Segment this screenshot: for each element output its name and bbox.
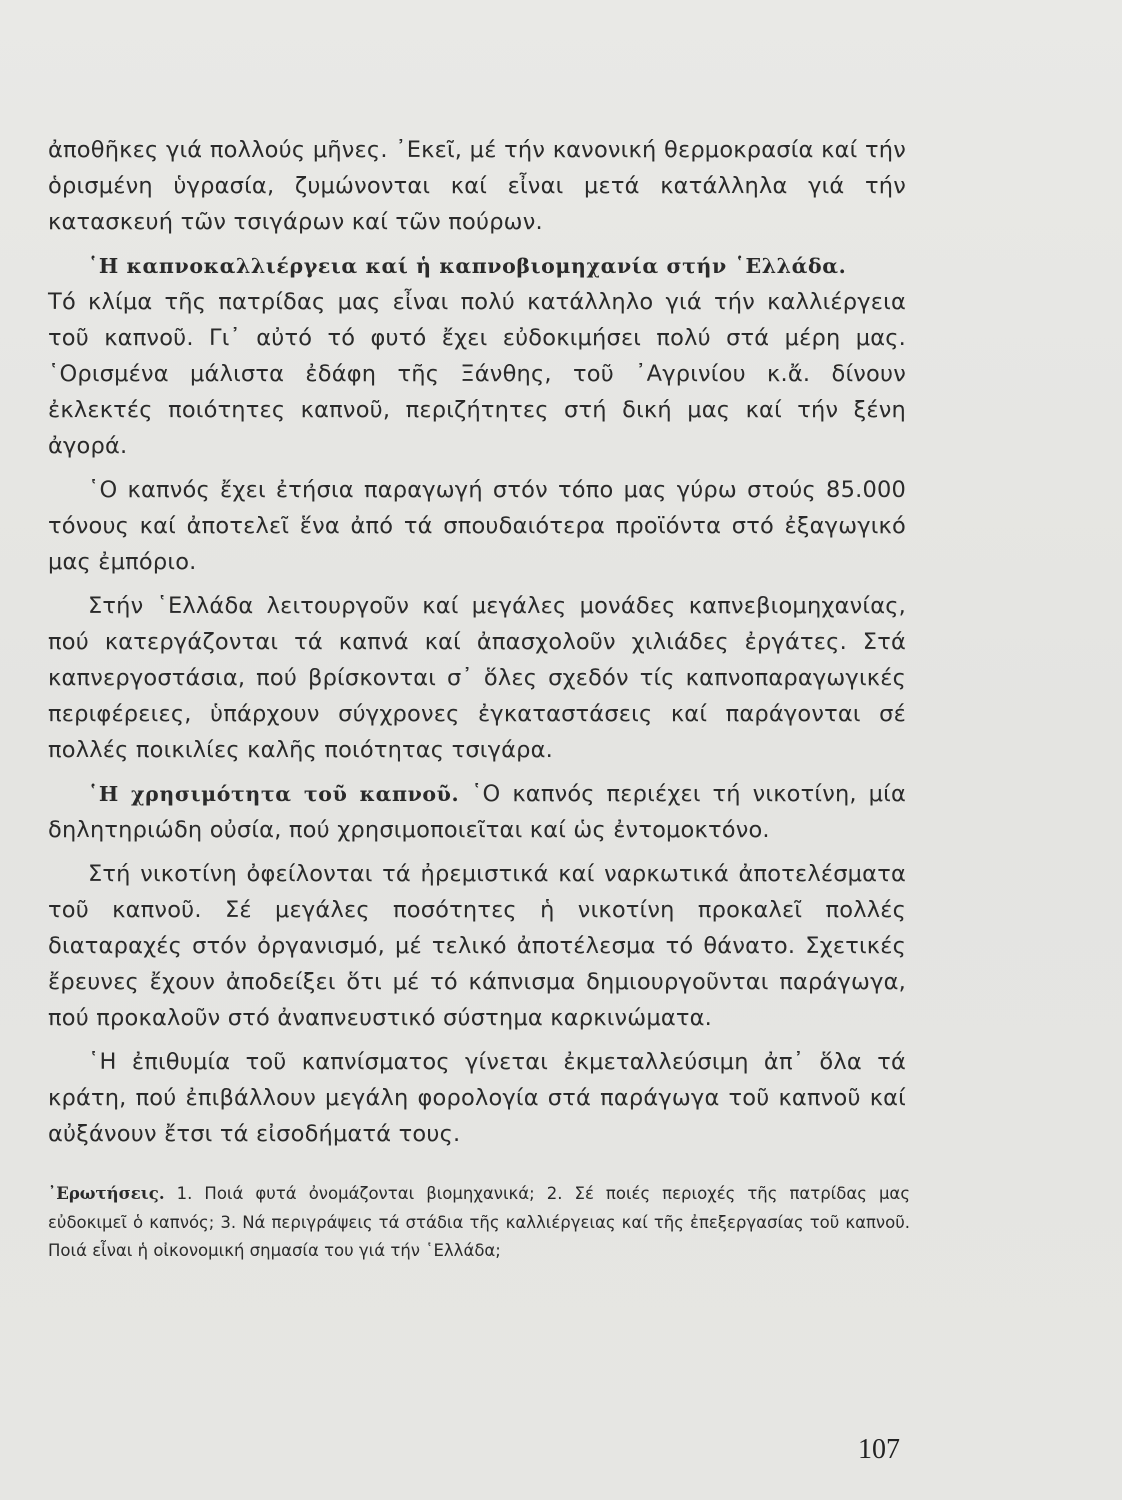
paragraph-climate: Τό κλίμα τῆς πατρίδας μας εἶναι πολύ κατάλληλο γιά τήν καλλιέργεια τοῦ καπνοῦ. Γι᾿ αὐτό τό φυτό ἔχει εὐδοκιμήσει πολύ στά μέρη μας. ῾Ορισμένα μάλιστα ἐδάφη τῆς Ξάνθης, τοῦ ᾿Αγρινίου κ.ἄ. δίνουν ἐκλεκτές ποιότητες καπνοῦ, περιζήτητες στή δική μας καί τήν ξένη ἀγορά. (48, 289, 906, 459)
section-heading-usefulness: ῾Η χρησιμότητα τοῦ καπνοῦ. (88, 782, 460, 806)
section-tobacco-cultivation (48, 248, 906, 464)
section-tobacco-usefulness (48, 776, 906, 848)
page-number: 107 (858, 1434, 900, 1465)
section-heading-cultivation: ῾Η καπνοκαλλιέργεια καί ἡ καπνοβιομηχανία στήν ῾Ελλάδα. (88, 254, 847, 278)
paragraph-effects: Στή νικοτίνη ὀφείλονται τά ἠρεμιστικά καί ναρκωτικά ἀποτελέσματα τοῦ καπνοῦ. Σέ μεγάλες ποσότητες ἡ νικοτίνη προκαλεῖ πολλές διαταραχές στόν ὀργανισμό, μέ τελικό ἀποτέλεσμα τό θάνατο. Σχετικές ἔρευνες ἔχουν ἀποδείξει ὅτι μέ τό κάπνισμα δημιουργοῦνται παράγωγα, πού προκαλοῦν στό ἀναπνευστικό σύστημα καρκινώματα. (48, 861, 906, 1031)
questions-block (48, 1180, 910, 1266)
paragraph-taxation: ῾Η ἐπιθυμία τοῦ καπνίσματος γίνεται ἐκμεταλλεύσιμη ἀπ᾿ ὅλα τά κράτη, πού ἐπιβάλλουν μεγάλη φορολογία στά παράγωγα τοῦ καπνοῦ καί αὐξάνουν ἔτσι τά εἰσοδήματά τους. (48, 1049, 906, 1147)
body-text (48, 132, 906, 1152)
paragraph-production: ῾Ο καπνός ἔχει ἐτήσια παραγωγή στόν τόπο μας γύρω στούς 85.000 τόνους καί ἀποτελεῖ ἕνα ἀπό τά σπουδαιότερα προϊόντα στό ἐξαγωγικό μας ἐμπόριο. (48, 477, 906, 575)
paragraph-industry: Στήν ῾Ελλάδα λειτουργοῦν καί μεγάλες μονάδες καπνεβιομηχανίας, πού κατεργάζονται τά καπνά καί ἀπασχολοῦν χιλιάδες ἐργάτες. Στά καπνεργοστάσια, πού βρίσκονται σ᾿ ὅλες σχεδόν τίς καπνοπαραγωγικές περιφέρειες, ὑπάρχουν σύγχρονες ἐγκαταστάσεις καί παράγονται σέ πολλές ποικιλίες καλῆς ποιότητας τσιγάρα. (48, 593, 906, 763)
questions-text: 1. Ποιά φυτά ὀνομάζονται βιομηχανικά; 2. Σέ ποιές περιοχές τῆς πατρίδας μας εὐδοκιμεῖ ὁ καπνός; 3. Νά περιγράψεις τά στάδια τῆς καλλιέργειας καί τῆς ἐπεξεργασίας τοῦ καπνοῦ. Ποιά εἶναι ἡ οἰκονομική σημασία του γιά τήν ῾Ελλάδα; (48, 1184, 910, 1260)
paragraph-nicotine: ῾Ο καπνός περιέχει τή νικοτίνη, μία δηλητηριώδη οὐσία, πού χρησιμοποιεῖται καί ὡς ἐντομοκτόνο. (48, 781, 906, 843)
questions-label: ᾿Ερωτήσεις. (48, 1184, 165, 1203)
paragraph-storage: ἀποθῆκες γιά πολλούς μῆνες. ᾿Εκεῖ, μέ τήν κανονική θερμοκρασία καί τήν ὁρισμένη ὑγρασία, ζυμώνονται καί εἶναι μετά κατάλληλα γιά τήν κατασκευή τῶν τσιγάρων καί τῶν πούρων. (48, 137, 906, 235)
